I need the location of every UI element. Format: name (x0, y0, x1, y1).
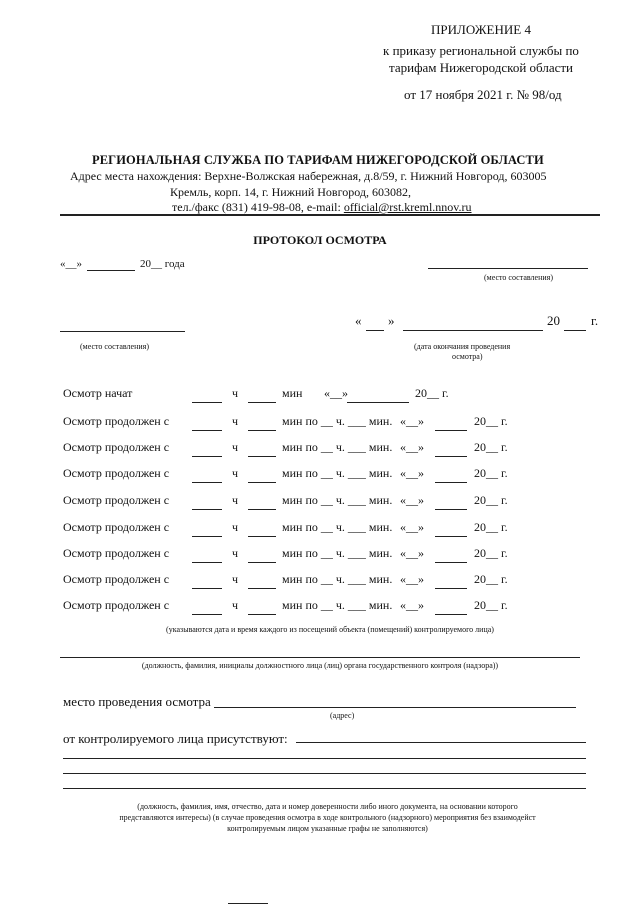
official-field[interactable] (60, 657, 580, 658)
end-date-quote-close: » (388, 313, 395, 328)
year-text: 20__ г. (474, 466, 508, 480)
year-text: 20__ г. (474, 440, 508, 454)
date-quote: «__» (400, 572, 424, 586)
month-field[interactable] (435, 562, 467, 563)
minutes-text: мин по __ ч. ___ мин. (282, 572, 393, 586)
hours-field[interactable] (192, 536, 222, 537)
minutes-text: мин по __ ч. ___ мин. (282, 598, 393, 612)
hours-unit: ч (232, 414, 239, 428)
hours-unit: ч (232, 466, 239, 480)
month-field[interactable] (435, 536, 467, 537)
inspection-row (0, 572, 640, 592)
hours-unit: ч (232, 546, 239, 560)
place-caption-right: (место составления) (484, 273, 553, 282)
compile-year: 20__ года (140, 258, 185, 270)
footer-caption: (должность, фамилия, имя, отчество, дата и номер доверенности либо иного документа, на основании которого (137, 802, 518, 811)
minutes-field[interactable] (248, 482, 276, 483)
compile-date-quote: «__» (60, 258, 82, 270)
date-quote: «__» (400, 598, 424, 612)
date-quote: «__» (400, 440, 424, 454)
date-quote: «__» (324, 386, 348, 400)
end-date-caption: осмотра) (452, 352, 483, 361)
inspection-row (0, 546, 640, 566)
row-label: Осмотр начат (63, 386, 133, 400)
appendix-title: ПРИЛОЖЕНИЕ 4 (431, 22, 531, 37)
address-caption: (адрес) (330, 711, 355, 720)
hours-unit: ч (232, 572, 239, 586)
hours-field[interactable] (192, 456, 222, 457)
appendix-order-date: от 17 ноября 2021 г. № 98/од (404, 87, 562, 102)
end-day-field[interactable] (366, 330, 384, 331)
hours-field[interactable] (192, 588, 222, 589)
month-field[interactable] (435, 430, 467, 431)
row-label: Осмотр продолжен с (63, 466, 170, 480)
footer-caption: представляются интересы) (в случае проведения осмотра в ходе контрольного (надзорного) мероприятия без взаимодейст (119, 813, 536, 822)
hours-unit: ч (232, 386, 239, 400)
header-divider (60, 214, 600, 216)
place-caption-left: (место составления) (80, 342, 149, 351)
inspection-row (0, 598, 640, 618)
present-field-line[interactable] (63, 788, 586, 789)
hours-field[interactable] (192, 614, 222, 615)
document-title: ПРОТОКОЛ ОСМОТРА (253, 233, 387, 247)
appendix-order-line: к приказу региональной службы по (383, 43, 579, 58)
row-label: Осмотр продолжен с (63, 598, 170, 612)
month-field[interactable] (435, 509, 467, 510)
year-text: 20__ г. (474, 414, 508, 428)
minutes-text: мин по __ ч. ___ мин. (282, 414, 393, 428)
organization-name: РЕГИОНАЛЬНАЯ СЛУЖБА ПО ТАРИФАМ НИЖЕГОРОДСКОЙ ОБЛАСТИ (92, 153, 544, 167)
end-year-field[interactable] (564, 330, 586, 331)
page-bottom-mark (228, 903, 268, 904)
minutes-field[interactable] (248, 536, 276, 537)
inspection-row (0, 440, 640, 460)
minutes-text: мин по __ ч. ___ мин. (282, 466, 393, 480)
place-field[interactable] (214, 707, 576, 708)
month-field[interactable] (435, 456, 467, 457)
compile-month-field[interactable] (87, 270, 135, 271)
inspection-row (0, 520, 640, 540)
minutes-field[interactable] (248, 588, 276, 589)
contacts-phone: тел./факс (831) 419-98-08, e-mail: (172, 200, 344, 214)
hours-unit: ч (232, 493, 239, 507)
row-label: Осмотр продолжен с (63, 414, 170, 428)
end-year-prefix: 20 (547, 313, 560, 328)
hours-unit: ч (232, 440, 239, 454)
inspection-row (0, 386, 640, 406)
year-text: 20__ г. (474, 598, 508, 612)
minutes-field[interactable] (248, 430, 276, 431)
present-field-line[interactable] (63, 773, 586, 774)
date-quote: «__» (400, 546, 424, 560)
hours-unit: ч (232, 598, 239, 612)
minutes-field[interactable] (248, 614, 276, 615)
row-label: Осмотр продолжен с (63, 520, 170, 534)
row-label: Осмотр продолжен с (63, 493, 170, 507)
hours-field[interactable] (192, 402, 222, 403)
date-quote: «__» (400, 520, 424, 534)
official-caption: (должность, фамилия, инициалы должностного лица (лиц) органа государственного контроля (надзора)) (141, 661, 499, 670)
inspection-row (0, 493, 640, 513)
month-field[interactable] (435, 588, 467, 589)
month-field[interactable] (347, 402, 409, 403)
end-year-suffix: г. (591, 313, 599, 328)
end-date-caption: (дата окончания проведения (414, 342, 511, 351)
date-quote: «__» (400, 493, 424, 507)
organization-address: Кремль, корп. 14, г. Нижний Новгород, 603082, (170, 185, 411, 199)
hours-field[interactable] (192, 430, 222, 431)
end-month-field[interactable] (403, 330, 543, 331)
present-field[interactable] (296, 742, 586, 743)
place-field-right[interactable] (428, 268, 588, 269)
end-date-quote-open: « (355, 313, 362, 328)
minutes-text: мин по __ ч. ___ мин. (282, 440, 393, 454)
email-link[interactable]: official@rst.kreml.nnov.ru (343, 200, 472, 214)
row-label: Осмотр продолжен с (63, 572, 170, 586)
year-text: 20__ г. (474, 520, 508, 534)
minutes-text: мин по __ ч. ___ мин. (282, 546, 393, 560)
minutes-text: мин (282, 386, 303, 400)
hours-unit: ч (232, 520, 239, 534)
year-text: 20__ г. (474, 572, 508, 586)
year-text: 20__ г. (474, 493, 508, 507)
minutes-text: мин по __ ч. ___ мин. (282, 520, 393, 534)
inspection-row (0, 414, 640, 434)
minutes-field[interactable] (248, 456, 276, 457)
hours-field[interactable] (192, 562, 222, 563)
minutes-field[interactable] (248, 562, 276, 563)
minutes-text: мин по __ ч. ___ мин. (282, 493, 393, 507)
minutes-field[interactable] (248, 402, 276, 403)
present-field-line[interactable] (63, 758, 586, 759)
present-label: от контролируемого лица присутствуют: (63, 731, 288, 746)
row-label: Осмотр продолжен с (63, 440, 170, 454)
place-label: место проведения осмотра (63, 694, 211, 709)
minutes-field[interactable] (248, 509, 276, 510)
footer-caption: контролируемым лицом указанные графы не заполняются) (227, 824, 428, 833)
month-field[interactable] (435, 482, 467, 483)
visits-caption: (указываются дата и время каждого из посещений объекта (помещений) контролируемого лица) (166, 625, 494, 634)
hours-field[interactable] (192, 509, 222, 510)
year-text: 20__ г. (474, 546, 508, 560)
month-field[interactable] (435, 614, 467, 615)
place-field-left[interactable] (60, 331, 185, 332)
date-quote: «__» (400, 414, 424, 428)
organization-contacts (172, 200, 472, 215)
date-quote: «__» (400, 466, 424, 480)
inspection-row (0, 466, 640, 486)
appendix-order-line: тарифам Нижегородской области (389, 60, 573, 75)
year-text: 20__ г. (415, 386, 449, 400)
hours-field[interactable] (192, 482, 222, 483)
row-label: Осмотр продолжен с (63, 546, 170, 560)
organization-address: Адрес места нахождения: Верхне-Волжская набережная, д.8/59, г. Нижний Новгород, 603005 (70, 169, 547, 183)
